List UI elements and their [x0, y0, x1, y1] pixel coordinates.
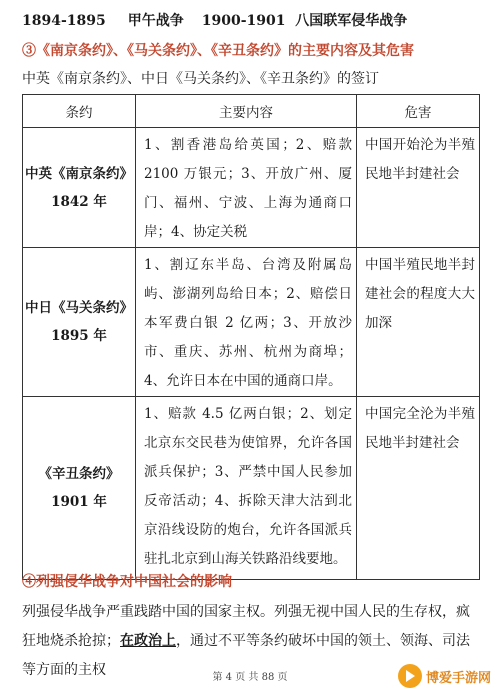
watermark-text: 博爱手游网 — [426, 670, 492, 686]
content-cell: 1、割辽东半岛、台湾及附属岛屿、澎湖列岛给日本；2、赔偿日本军费白银 2 亿两；3、开放沙市、重庆、苏州、杭州为商埠；4、允许日本在中国的通商口岸。 — [136, 248, 357, 397]
page-number: 第 4 页 共 88 页 — [212, 672, 288, 683]
section-3-title: ③《南京条约》、《马关条约》、《辛丑条约》的主要内容及其危害 — [22, 43, 414, 59]
section-4-title: ④列强侵华战争对中国社会的影响 — [22, 574, 232, 590]
treaty-cell — [23, 397, 136, 580]
treaty-cell — [23, 128, 136, 248]
treaty-year: 1842 年 — [51, 193, 107, 210]
table-row — [23, 128, 480, 248]
header-war-2: 八国联军侵华战争 — [295, 13, 408, 29]
header-year-1: 1894-1895 — [22, 13, 106, 29]
header-treaty: 条约 — [23, 95, 136, 128]
treaty-year: 1901 年 — [51, 494, 107, 510]
page-header — [22, 10, 407, 30]
section-3-intro: 中英《南京条约》、中日《马关条约》、《辛丑条约》的签订 — [22, 71, 379, 87]
treaty-table — [22, 94, 479, 567]
treaty-name: 中英《南京条约》 — [25, 165, 133, 182]
treaty-year: 1895 年 — [51, 328, 107, 344]
treaty-cell — [23, 248, 136, 397]
content-cell: 1、赔款 4.5 亿两白银；2、划定北京东交民巷为使馆界，允许各国派兵保护；3、严禁中国人民参加反帝活动；4、拆除天津大沽到北京沿线设防的炮台，允许各国派兵驻扎北京到山海关铁路沿线要地。 — [136, 397, 357, 580]
table-row — [23, 248, 480, 397]
header-war-1: 甲午战争 — [127, 13, 184, 29]
table-row — [23, 397, 480, 580]
table-header-row — [23, 95, 480, 128]
watermark-logo — [398, 661, 498, 691]
treaty-name: 《辛丑条约》 — [38, 466, 120, 482]
harm-cell: 中国半殖民地半封建社会的程度大大加深 — [357, 248, 480, 397]
header-harm: 危害 — [357, 95, 480, 128]
content-cell: 1、割香港岛给英国；2、赔款 2100 万银元；3、开放广州、厦门、福州、宁波、上海为通商口岸；4、协定关税 — [136, 128, 357, 248]
header-content: 主要内容 — [136, 95, 357, 128]
treaty-name: 中日《马关条约》 — [25, 300, 133, 316]
harm-cell: 中国完全沦为半殖民地半封建社会 — [357, 397, 480, 580]
harm-cell: 中国开始沦为半殖民地半封建社会 — [357, 128, 480, 248]
play-logo-icon — [398, 664, 422, 688]
paragraph-emphasis: 在政治上 — [120, 633, 176, 649]
header-year-2: 1900-1901 — [201, 13, 286, 29]
paragraph-text-1: 列强侵华战争严重践踏中国的国家主权。列强无视中国人民的生存权，疯狂地烧杀抢掠； — [22, 604, 470, 649]
paragraph-text-2: ，通过不平等条约破坏中国的领土、领海、司法等方面的主权 — [22, 633, 470, 678]
